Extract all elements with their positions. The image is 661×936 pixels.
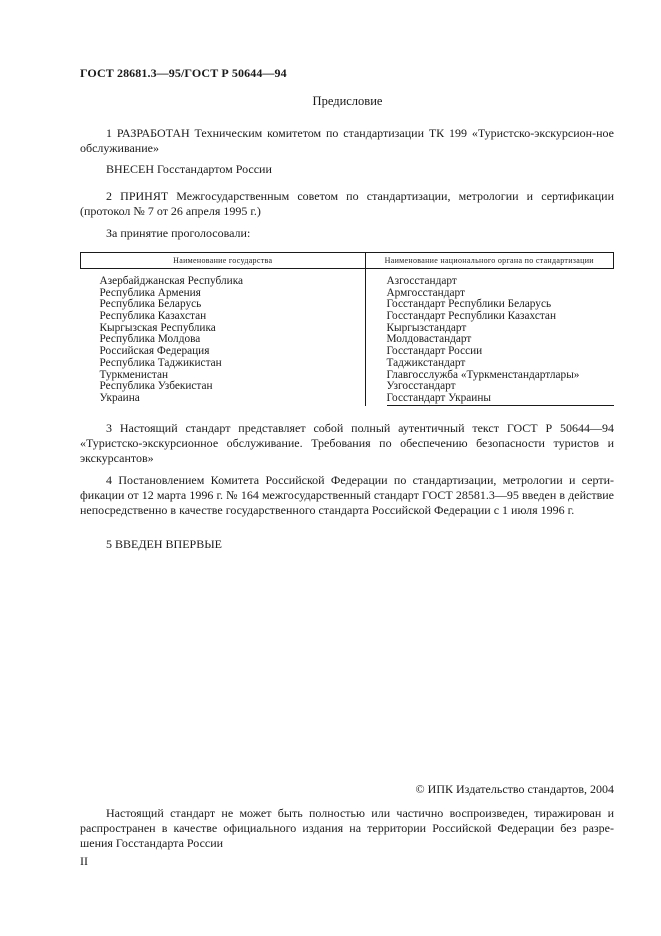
- table-column-states: [81, 269, 366, 406]
- table-column-bodies: [365, 269, 614, 406]
- table-cell-body: Госстандарт Украины: [387, 393, 614, 406]
- table-cell-state: Кыргызская Республика: [99, 321, 216, 334]
- rights-notice: Настоящий стандарт не может быть полностью или частично воспроизведен, тиражирован и распространен в качестве официального издания на территории Российской Федерации без разре-шения Госстандарта России: [80, 806, 614, 850]
- paragraph-adopted: 2 ПРИНЯТ Межгосударственным советом по стандартизации, метрологии и сертификации (протокол № 7 от 26 апреля 1995 г.): [80, 189, 614, 218]
- table-cell-body: Армгосстандарт: [386, 286, 465, 299]
- table-cell-state: Азербайджанская Республика: [99, 275, 244, 287]
- table-header-state: Наименование государства: [81, 253, 366, 269]
- table-cell-state: Республика Беларусь: [99, 298, 202, 311]
- table-cell-body: Госстандарт Республики Казахстан: [386, 310, 556, 323]
- document-designation: ГОСТ 28681.3—95/ГОСТ Р 50644—94: [80, 66, 287, 80]
- table-cell-body: Главгосслужба «Туркменстандартлары»: [386, 368, 580, 381]
- table-cell-body: Азгосстандарт: [386, 275, 457, 287]
- section-title: Предисловие: [312, 94, 383, 108]
- paragraph-introduced: ВНЕСЕН Госстандартом России: [106, 162, 272, 176]
- paragraph-first-introduced: 5 ВВЕДЕН ВПЕРВЫЕ: [106, 537, 222, 551]
- table-cell-state: Украина: [99, 391, 140, 404]
- table-cell-state: Туркменистан: [99, 368, 169, 381]
- votes-intro: За принятие проголосовали:: [106, 226, 251, 240]
- table-cell-state: Республика Казахстан: [99, 310, 207, 323]
- table-cell-state: Российская Федерация: [99, 345, 210, 358]
- table-cell-state: Республика Узбекистан: [99, 380, 213, 393]
- voting-table: [80, 252, 614, 406]
- table-cell-body: Узгосстандарт: [386, 380, 456, 393]
- table-cell-state: Республика Таджикистан: [99, 356, 222, 369]
- copyright-notice: © ИПК Издательство стандартов, 2004: [415, 782, 614, 796]
- paragraph-enactment: 4 Постановлением Комитета Российской Федерации по стандартизации, метрологии и серти-фикации от 12 марта 1996 г. № 164 межгосударственный стандарт ГОСТ 28581.3—95 введен в действие непосредственно в качестве государственного стандарта Российской Федерации с 1 июля 1996 г.: [80, 473, 614, 517]
- table-cell-state: Республика Молдова: [99, 333, 201, 346]
- table-cell-body: Кыргызстандарт: [386, 321, 467, 334]
- table-cell-state: Республика Армения: [99, 286, 201, 299]
- table-header-body: Наименование национального органа по стандартизации: [365, 253, 614, 269]
- table-cell-body: Молдовастандарт: [386, 333, 472, 346]
- table-cell-body: Таджикстандарт: [386, 356, 466, 369]
- paragraph-developed: 1 РАЗРАБОТАН Техническим комитетом по стандартизации ТК 199 «Туристско-экскурсион-ное обслуживание»: [80, 126, 614, 155]
- page-number: II: [80, 854, 88, 868]
- table-cell-body: Госстандарт России: [386, 345, 483, 358]
- table-cell-body: Госстандарт Республики Беларусь: [386, 298, 552, 311]
- paragraph-authentic-text: 3 Настоящий стандарт представляет собой полный аутентичный текст ГОСТ Р 50644—94 «Туристско-экскурсионное обслуживание. Требования по обеспечению безопасности туристов и экскурсантов»: [80, 421, 614, 465]
